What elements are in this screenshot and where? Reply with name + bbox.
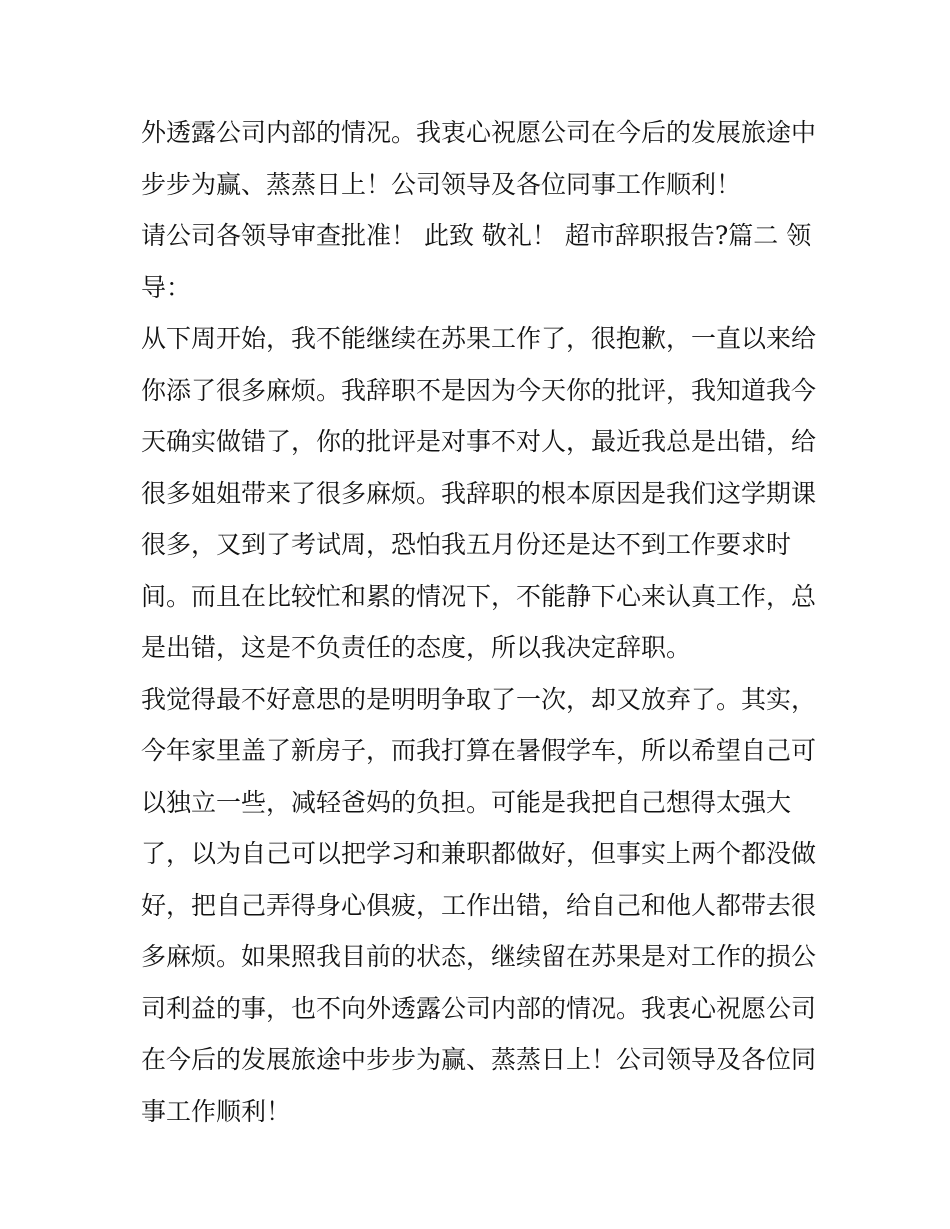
text-line: 是出错，这是不负责任的态度，所以我决定辞职。 <box>141 633 692 662</box>
text-line: 以独立一些，减轻爸妈的负担。可能是我把自己想得太强大 <box>141 787 792 817</box>
text-line: 请公司各领导审查批准！ 此致 敬礼！ 超市辞职报告?篇二 领 <box>141 221 812 250</box>
text-line: 步步为赢、蒸蒸日上！公司领导及各位同事工作顺利！ <box>141 169 742 199</box>
text-line: 外透露公司内部的情况。我衷心祝愿公司在今后的发展旅途中 <box>141 118 817 147</box>
text-line: 司利益的事，也不向外透露公司内部的情况。我衷心祝愿公司 <box>141 993 817 1023</box>
document-body <box>141 107 821 1137</box>
text-line: 我觉得最不好意思的是明明争取了一次，却又放弃了。其实， <box>141 684 817 714</box>
text-line: 好，把自己弄得身心俱疲，工作出错，给自己和他人都带去很 <box>141 890 817 920</box>
text-line: 间。而且在比较忙和累的情况下，不能静下心来认真工作，总 <box>141 581 817 611</box>
text-line: 了，以为自己可以把学习和兼职都做好，但事实上两个都没做 <box>141 839 817 868</box>
text-line: 你添了很多麻烦。我辞职不是因为今天你的批评，我知道我今 <box>141 375 817 405</box>
text-line: 很多姐姐带来了很多麻烦。我辞职的根本原因是我们这学期课 <box>141 478 817 508</box>
text-line: 从下周开始，我不能继续在苏果工作了，很抱歉，一直以来给 <box>141 324 817 353</box>
text-line: 事工作顺利！ <box>141 1096 292 1126</box>
text-line: 在今后的发展旅途中步步为赢、蒸蒸日上！公司领导及各位同 <box>141 1045 817 1074</box>
text-line: 天确实做错了，你的批评是对事不对人，最近我总是出错，给 <box>141 427 817 456</box>
text-line: 导： <box>141 272 192 302</box>
text-line: 多麻烦。如果照我目前的状态，继续留在苏果是对工作的损公 <box>141 942 817 971</box>
text-line: 今年家里盖了新房子，而我打算在暑假学车，所以希望自己可 <box>141 736 817 765</box>
text-line: 很多，又到了考试周，恐怕我五月份还是达不到工作要求时 <box>141 530 792 559</box>
